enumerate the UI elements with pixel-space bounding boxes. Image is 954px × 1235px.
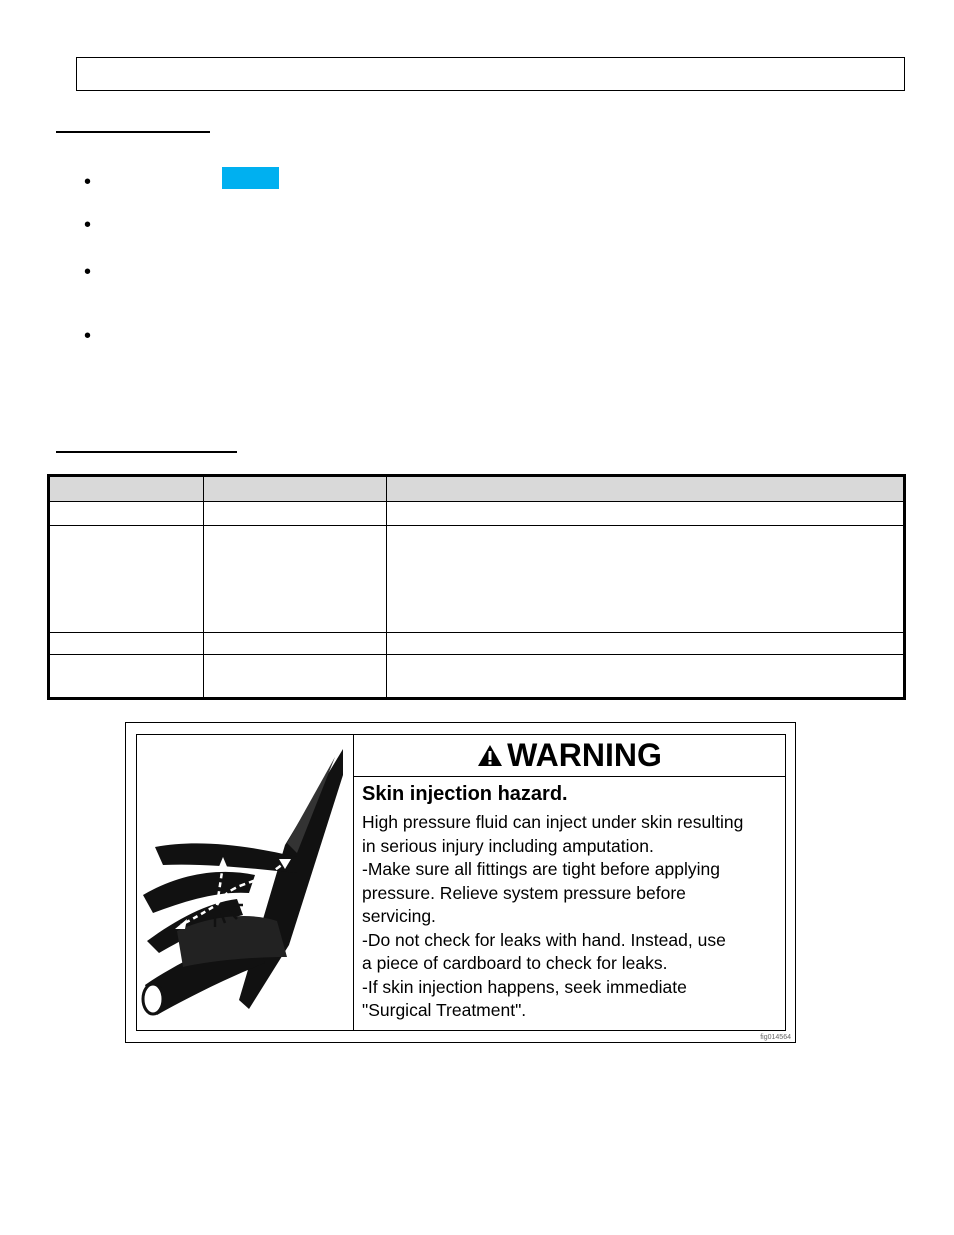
- warning-heading: WARNING: [507, 737, 662, 773]
- table-cell: [387, 502, 905, 526]
- table-cell: [204, 526, 387, 633]
- bullet-4: •: [84, 325, 92, 347]
- table-cell: [387, 633, 905, 655]
- table-row: [49, 502, 905, 526]
- table-cell: [49, 502, 204, 526]
- warning-line: -Make sure all fittings are tight before applying: [362, 859, 720, 879]
- table-header-cell: [49, 476, 204, 502]
- table-cell: [49, 633, 204, 655]
- bullet-1: •: [84, 171, 92, 193]
- bullet-3: •: [84, 261, 92, 283]
- table-row: [49, 633, 905, 655]
- table-header-cell: [387, 476, 905, 502]
- highlight-marker: [222, 167, 279, 189]
- warning-line: servicing.: [362, 906, 436, 926]
- warning-text-block: [362, 781, 782, 1023]
- warning-line: High pressure fluid can inject under skin resulting: [362, 812, 744, 832]
- table-cell: [204, 655, 387, 699]
- table-cell: [387, 655, 905, 699]
- warning-triangle-icon: [477, 744, 503, 767]
- warning-line: -Do not check for leaks with hand. Instead, use: [362, 929, 726, 950]
- table-cell: [49, 526, 204, 633]
- warning-line: in serious injury including amputation.: [362, 835, 654, 856]
- warning-heading-bar: [354, 735, 785, 777]
- hand-hose-icon: [137, 735, 353, 1030]
- warning-label-inner: [136, 734, 786, 1031]
- warning-label: [125, 722, 796, 1043]
- table-cell: [49, 655, 204, 699]
- table-header-cell: [204, 476, 387, 502]
- warning-line: a piece of cardboard to check for leaks.: [362, 953, 668, 973]
- bullet-2: •: [84, 214, 92, 236]
- skin-injection-illustration: [137, 735, 354, 1030]
- table-header-row: [49, 476, 905, 502]
- table-row: [49, 655, 905, 699]
- warning-line: pressure. Relieve system pressure before: [362, 882, 686, 903]
- table-cell: [204, 633, 387, 655]
- spec-table: [47, 474, 906, 700]
- warning-line: -If skin injection happens, seek immediate: [362, 976, 687, 997]
- warning-subtitle: Skin injection hazard.: [362, 783, 568, 805]
- table-cell: [204, 502, 387, 526]
- page-header-box: [76, 57, 905, 91]
- table-row: [49, 526, 905, 633]
- section-heading-rule-2: [56, 451, 237, 453]
- warning-line: "Surgical Treatment".: [362, 1000, 527, 1020]
- figure-id: fig014564: [760, 1034, 791, 1041]
- table-cell: [387, 526, 905, 633]
- section-heading-rule-1: [56, 131, 210, 133]
